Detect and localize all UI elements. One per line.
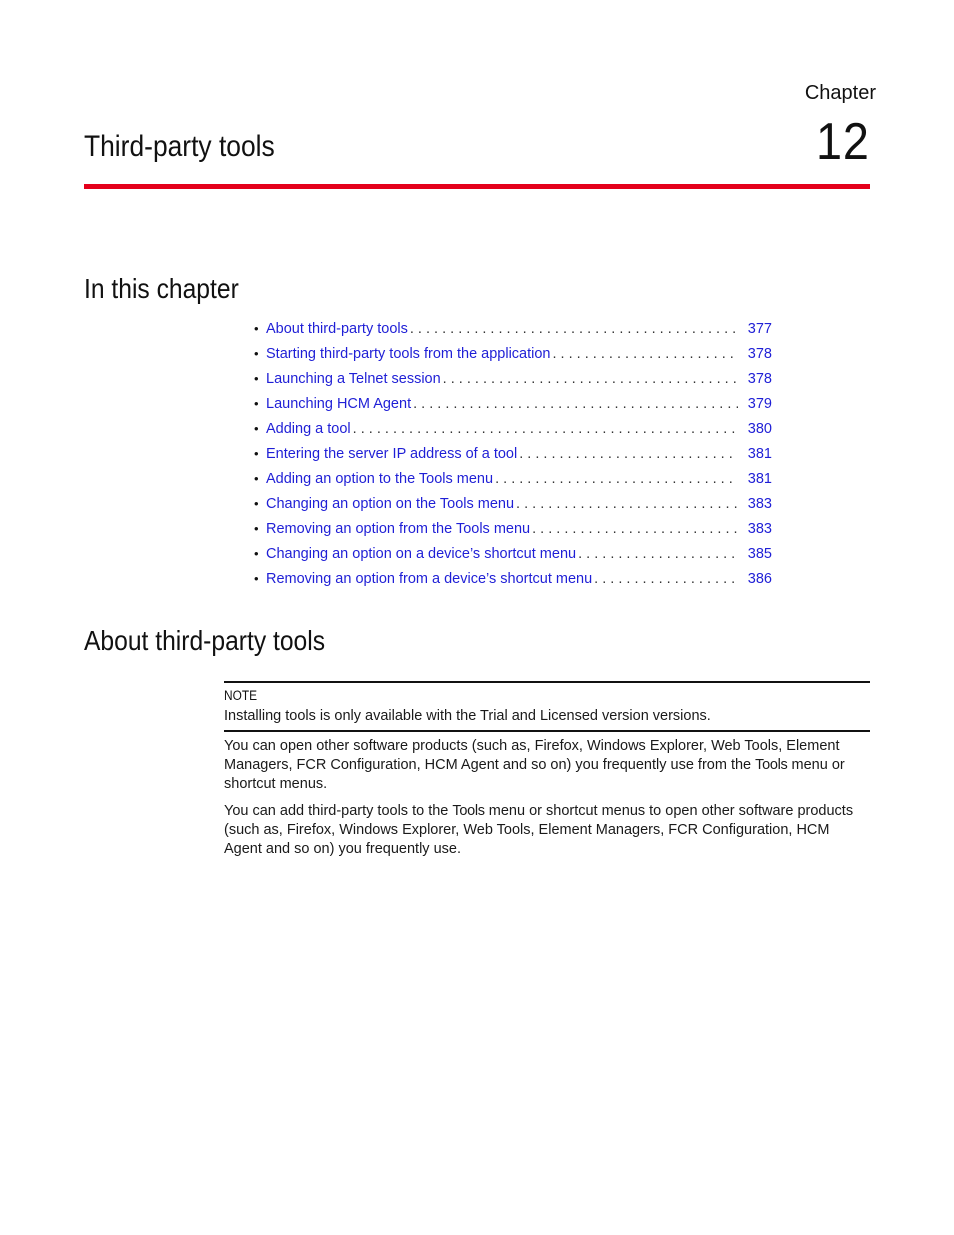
toc-item-page[interactable]: 378 bbox=[747, 371, 772, 387]
toc-item-title[interactable]: Adding a tool bbox=[266, 421, 351, 437]
toc-leader bbox=[578, 546, 738, 562]
toc-leader bbox=[594, 571, 738, 587]
bullet-icon: • bbox=[254, 371, 259, 386]
bullet-icon: • bbox=[254, 421, 259, 436]
bullet-icon: • bbox=[254, 446, 259, 461]
toc-item[interactable] bbox=[254, 521, 772, 546]
toc-item[interactable] bbox=[254, 421, 772, 446]
toc-item-page[interactable]: 383 bbox=[747, 521, 772, 537]
toc-leader bbox=[413, 396, 738, 412]
toc-item-title[interactable]: Launching a Telnet session bbox=[266, 371, 441, 387]
toc-item-page[interactable]: 380 bbox=[747, 421, 772, 437]
toc-item-title[interactable]: Removing an option from the Tools menu bbox=[266, 521, 531, 537]
toc-item-title[interactable]: Changing an option on a device’s shortcut menu bbox=[266, 546, 577, 562]
chapter-title-rule bbox=[84, 184, 870, 189]
toc-item-title[interactable]: About third-party tools bbox=[266, 321, 408, 337]
bullet-icon: • bbox=[254, 546, 259, 561]
toc-item-page[interactable]: 381 bbox=[747, 471, 772, 487]
toc-item-title[interactable]: Adding an option to the Tools menu bbox=[266, 471, 494, 487]
note-text: Installing tools is only available with the Trial and Licensed version versions. bbox=[224, 708, 711, 724]
toc-item-title[interactable]: Changing an option on the Tools menu bbox=[266, 496, 515, 512]
toc-item-page[interactable]: 381 bbox=[747, 446, 772, 462]
bullet-icon: • bbox=[254, 471, 259, 486]
para-text: menu or shortcut menus to open other software products (such as, Firefox, Windows Explorer, Web Tools, Element Managers, FCR Configuration, HCM Agent and so on) you frequently use. bbox=[224, 803, 854, 857]
toc-item[interactable] bbox=[254, 446, 772, 471]
para-text: You can add third-party tools to the bbox=[224, 803, 453, 819]
in-this-chapter-heading: In this chapter bbox=[84, 273, 239, 304]
tools-menu-term: Tools bbox=[452, 803, 485, 819]
about-paragraph-2 bbox=[224, 802, 870, 859]
chapter-title: Third-party tools bbox=[84, 130, 275, 163]
toc-item-title[interactable]: Entering the server IP address of a tool bbox=[266, 446, 518, 462]
bullet-icon: • bbox=[254, 321, 259, 336]
toc-leader bbox=[516, 496, 738, 512]
toc-item[interactable] bbox=[254, 571, 772, 596]
toc-item-page[interactable]: 379 bbox=[747, 396, 772, 412]
toc-item-page[interactable]: 378 bbox=[747, 346, 772, 362]
toc-item[interactable] bbox=[254, 321, 772, 346]
bullet-icon: • bbox=[254, 521, 259, 536]
chapter-number: 12 bbox=[816, 113, 870, 171]
note-label: NOTE bbox=[224, 688, 258, 703]
bullet-icon: • bbox=[254, 496, 259, 511]
toc-leader bbox=[519, 446, 738, 462]
toc-item-title[interactable]: Launching HCM Agent bbox=[266, 396, 412, 412]
note-box bbox=[224, 681, 870, 732]
toc-item[interactable] bbox=[254, 396, 772, 421]
about-paragraph-1 bbox=[224, 737, 870, 794]
chapter-label: Chapter bbox=[804, 82, 876, 104]
toc-leader bbox=[410, 321, 738, 337]
tools-menu-term: Tools bbox=[755, 757, 788, 773]
chapter-toc bbox=[254, 321, 772, 596]
toc-leader bbox=[553, 346, 739, 362]
bullet-icon: • bbox=[254, 571, 259, 586]
about-section-heading: About third-party tools bbox=[84, 625, 326, 656]
toc-leader bbox=[443, 371, 738, 387]
toc-leader bbox=[495, 471, 738, 487]
toc-item[interactable] bbox=[254, 496, 772, 521]
toc-item[interactable] bbox=[254, 471, 772, 496]
toc-item-title[interactable]: Removing an option from a device’s shortcut menu bbox=[266, 571, 593, 587]
toc-item-page[interactable]: 385 bbox=[747, 546, 772, 562]
toc-item-page[interactable]: 386 bbox=[747, 571, 772, 587]
toc-leader bbox=[532, 521, 738, 537]
toc-item-page[interactable]: 383 bbox=[747, 496, 772, 512]
toc-item[interactable] bbox=[254, 546, 772, 571]
toc-leader bbox=[353, 421, 738, 437]
toc-item[interactable] bbox=[254, 346, 772, 371]
para-text: You can open other software products (such as, Firefox, Windows Explorer, Web Tools, Element Managers, FCR Configuration, HCM Agent and so on) you frequently use from the bbox=[224, 738, 840, 773]
bullet-icon: • bbox=[254, 346, 259, 361]
toc-item-title[interactable]: Starting third-party tools from the application bbox=[266, 346, 551, 362]
bullet-icon: • bbox=[254, 396, 259, 411]
toc-item-page[interactable]: 377 bbox=[747, 321, 772, 337]
para-text: menu or shortcut menus. bbox=[224, 757, 845, 792]
toc-item[interactable] bbox=[254, 371, 772, 396]
